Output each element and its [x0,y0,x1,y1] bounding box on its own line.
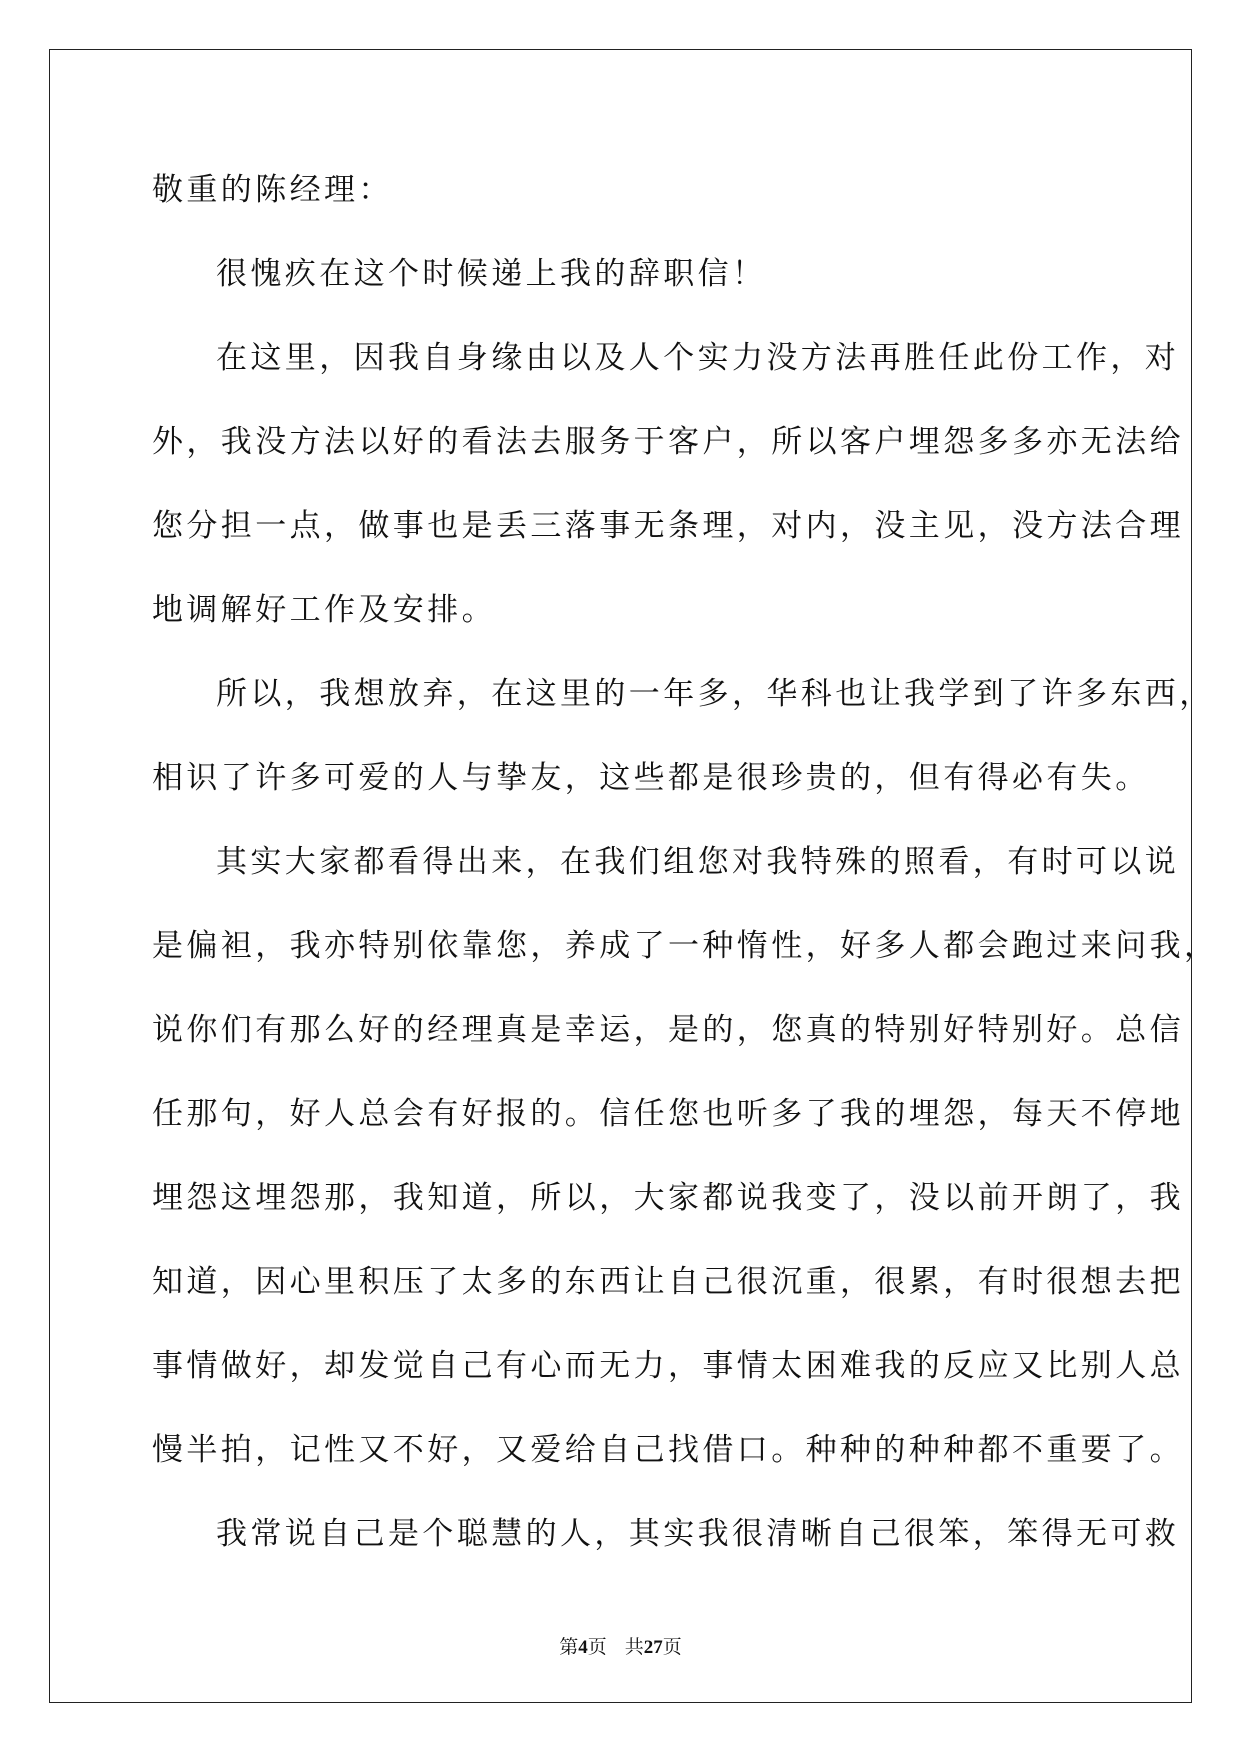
paragraph-line: 任那句，好人总会有好报的。信任您也听多了我的埋怨，每天不停地 [152,1096,1184,1132]
paragraph-line: 埋怨这埋怨那，我知道，所以，大家都说我变了，没以前开朗了，我 [152,1180,1184,1216]
document-body [152,165,1219,1593]
salutation: 敬重的陈经理： [152,172,393,208]
page-footer [0,1632,1241,1659]
paragraph-line: 慢半拍，记性又不好，又爱给自己找借口。种种的种种都不重要了。 [152,1432,1184,1468]
paragraph-line: 事情做好，却发觉自己有心而无力，事情太困难我的反应又比别人总 [152,1348,1184,1384]
total-suffix: 页 [662,1637,682,1658]
paragraph-line: 是偏袒，我亦特别依靠您，养成了一种惰性，好多人都会跑过来问我， [152,928,1219,964]
paragraph-line: 所以，我想放弃，在这里的一年多，华科也让我学到了许多东西， [216,676,1214,712]
paragraph-line: 外，我没方法以好的看法去服务于客户，所以客户埋怨多多亦无法给 [152,424,1184,460]
paragraph-line: 说你们有那么好的经理真是幸运，是的，您真的特别好特别好。总信 [152,1012,1184,1048]
paragraph-line: 您分担一点，做事也是丢三落事无条理，对内，没主见，没方法合理 [152,508,1184,544]
paragraph-line: 我常说自己是个聪慧的人，其实我很清晰自己很笨，笨得无可救 [216,1516,1180,1552]
paragraph-line: 在这里，因我自身缘由以及人个实力没方法再胜任此份工作，对 [216,340,1180,376]
page-prefix: 第 [559,1637,579,1658]
page-suffix: 页 [587,1637,607,1658]
paragraph-line: 知道，因心里积压了太多的东西让自己很沉重，很累，有时很想去把 [152,1264,1184,1300]
paragraph-line: 相识了许多可爱的人与挚友，这些都是很珍贵的，但有得必有失。 [152,760,1150,796]
paragraph-line: 其实大家都看得出来，在我们组您对我特殊的照看，有时可以说 [216,844,1180,880]
paragraph-line: 很愧疚在这个时候递上我的辞职信！ [216,256,767,292]
paragraph-line: 地调解好工作及安排。 [152,592,496,628]
total-pages: 27 [643,1637,663,1658]
total-prefix: 共 [624,1637,644,1658]
page-number: 4 [578,1637,588,1658]
